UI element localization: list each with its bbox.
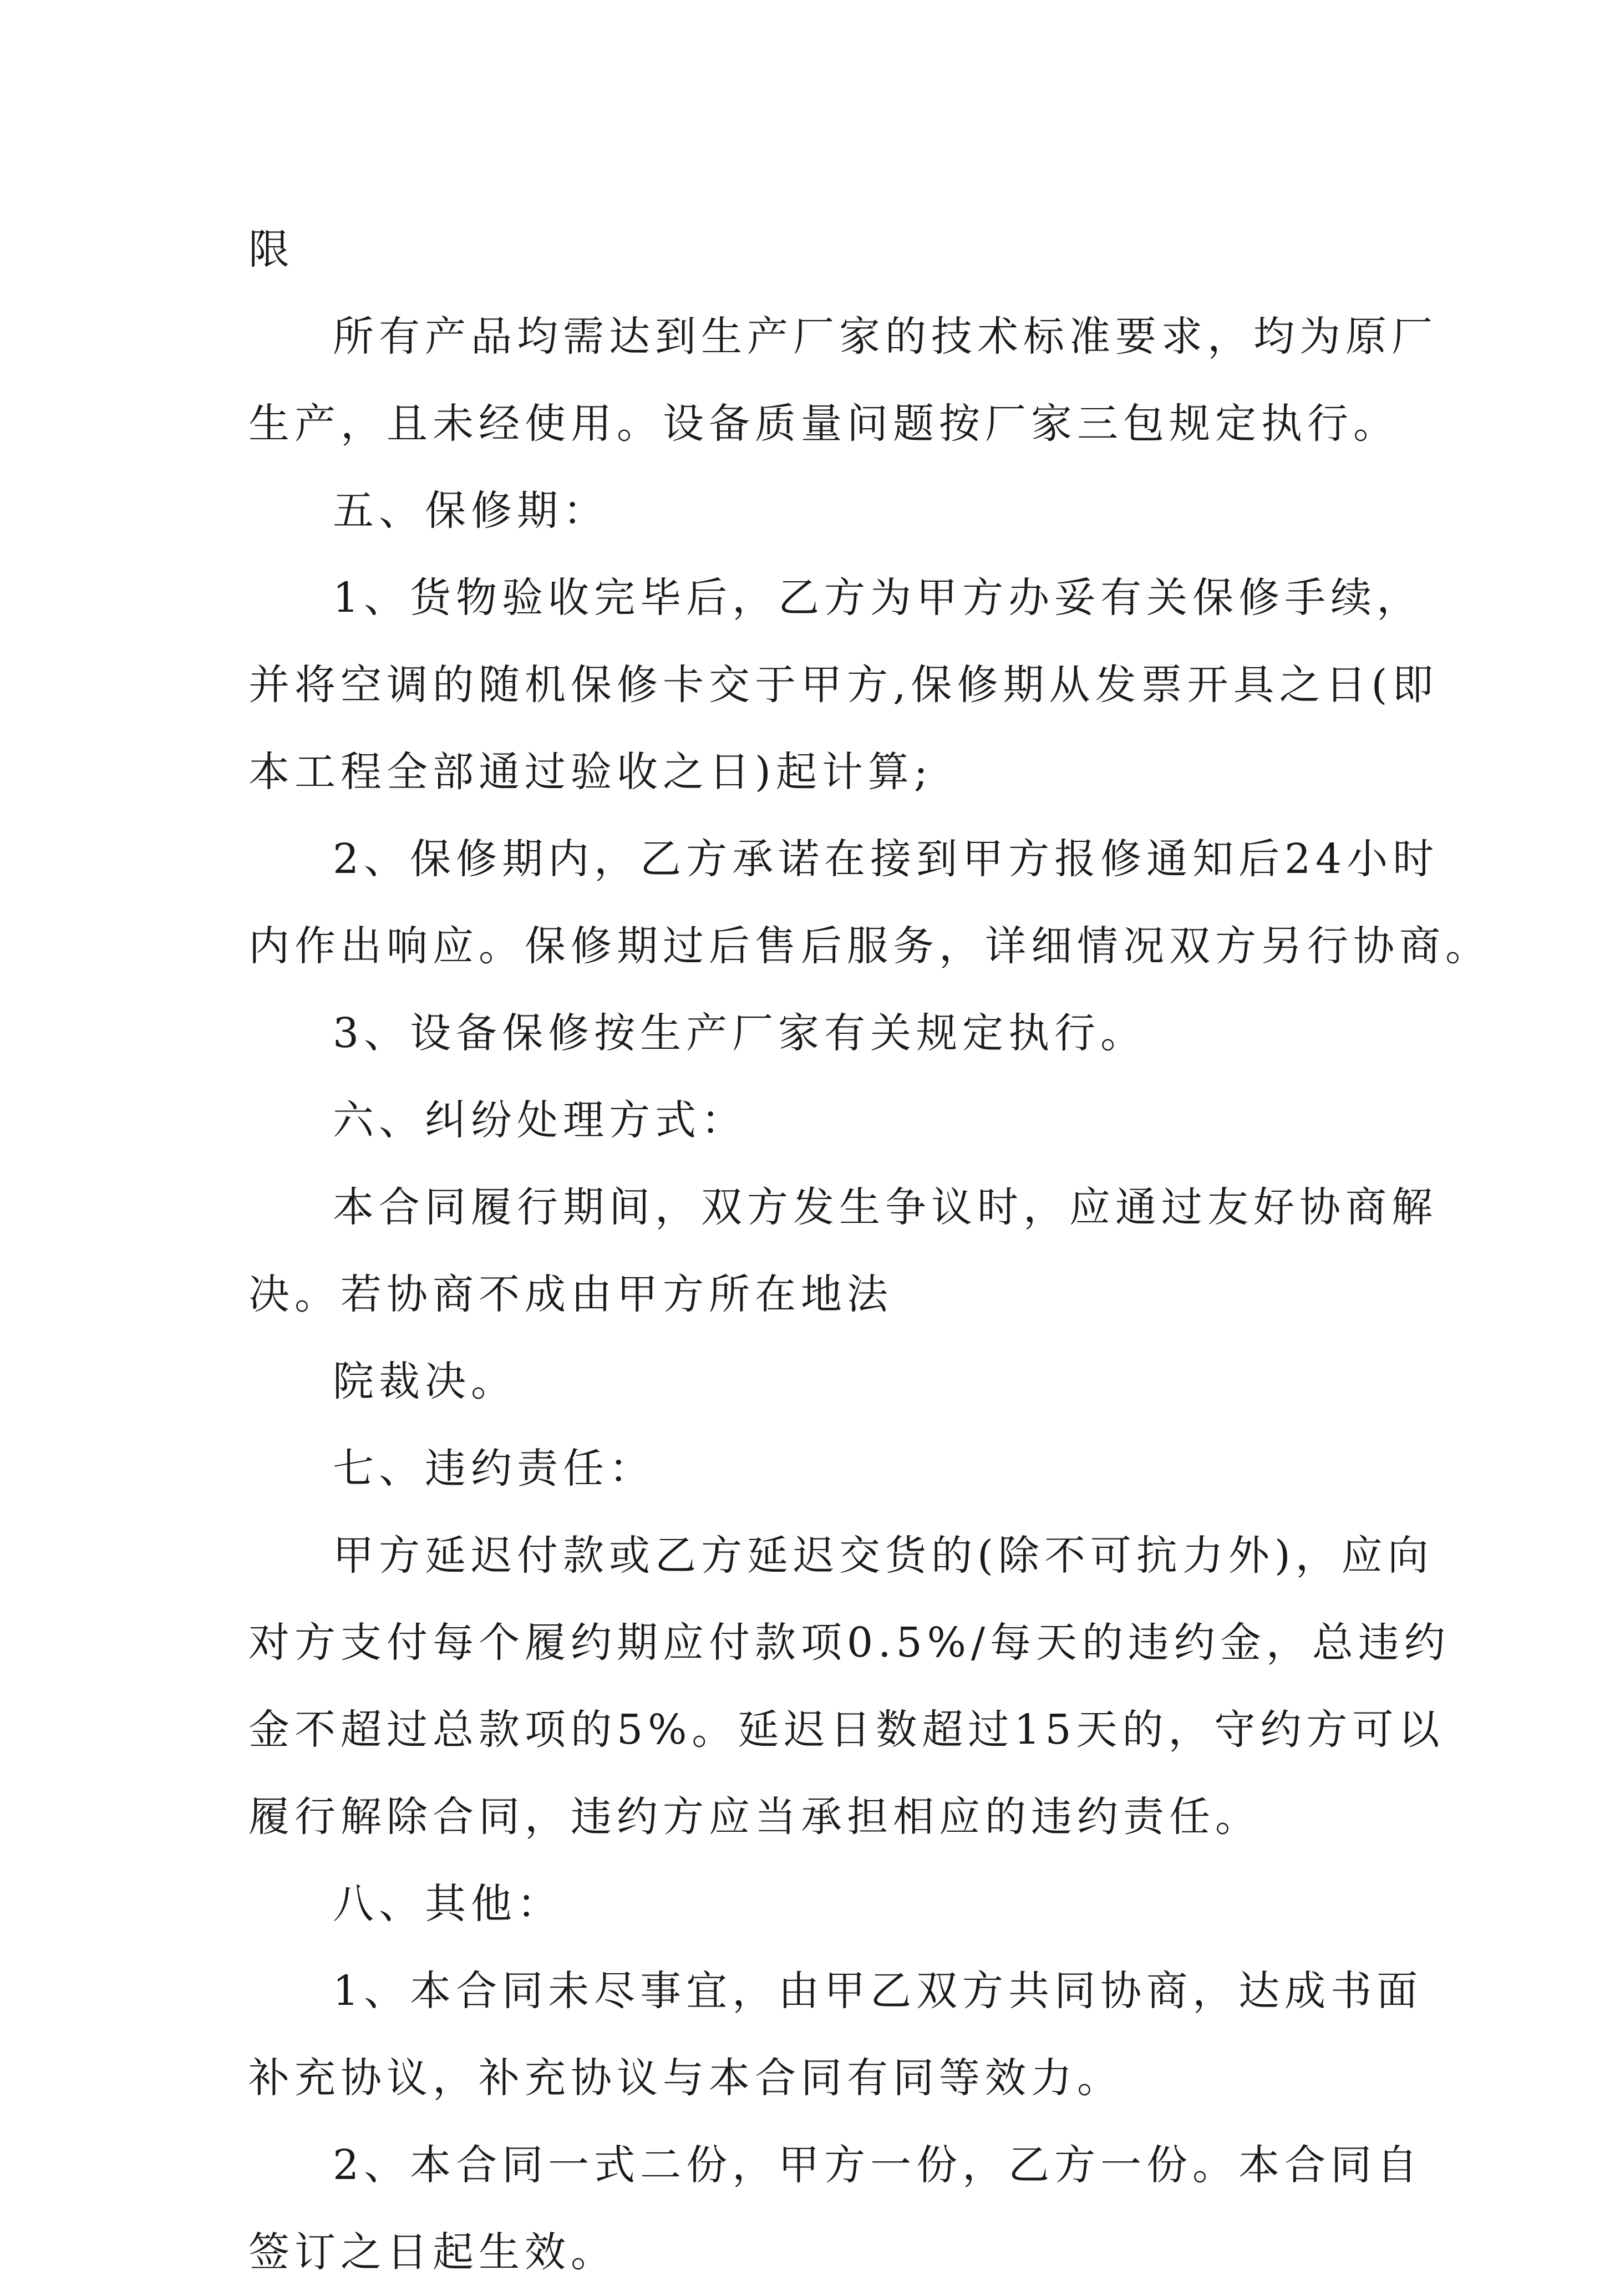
text-line: 本合同履行期间，双方发生争议时，应通过友好协商解: [333, 1183, 1438, 1231]
text-line: 本工程全部通过验收之日)起计算;: [248, 748, 933, 796]
text-line: 并将空调的随机保修卡交于甲方,保修期从发票开具之日(即: [248, 661, 1439, 709]
text-line: 履行解除合同，违约方应当承担相应的违约责任。: [248, 1793, 1261, 1841]
text-line: 2、本合同一式二份，甲方一份，乙方一份。本合同自: [333, 2141, 1423, 2189]
section-heading: 八、其他：: [333, 1880, 563, 1928]
document-body: [248, 206, 1491, 2296]
section-heading: 五、保修期：: [333, 487, 609, 535]
text-line: 院裁决。: [333, 1358, 517, 1405]
text-line: 补充协议，补充协议与本合同有同等效力。: [248, 2054, 1123, 2102]
text-line: 生产，且未经使用。设备质量问题按厂家三包规定执行。: [248, 400, 1399, 448]
text-line: 1、本合同未尽事宜，由甲乙双方共同协商，达成书面: [333, 1967, 1423, 2015]
text-line: 1、货物验收完毕后，乙方为甲方办妥有关保修手续，: [333, 574, 1423, 622]
text-line: 签订之日起生效。: [248, 2228, 617, 2276]
text-line: 决。若协商不成由甲方所在地法: [248, 1271, 893, 1318]
text-line: 3、设备保修按生产厂家有关规定执行。: [333, 1009, 1147, 1057]
section-heading: 六、纠纷处理方式：: [333, 1096, 747, 1144]
text-line: 甲方延迟付款或乙方延迟交货的(除不可抗力外)，应向: [333, 1532, 1434, 1579]
text-line: 限: [248, 226, 294, 273]
text-line: 2、保修期内，乙方承诺在接到甲方报修通知后24小时: [333, 835, 1439, 883]
text-line: 内作出响应。保修期过后售后服务，详细情况双方另行协商。: [248, 922, 1491, 970]
text-line: 对方支付每个履约期应付款项0.5%/每天的违约金，总违约: [248, 1619, 1450, 1667]
text-line: 所有产品均需达到生产厂家的技术标准要求，均为原厂: [333, 313, 1438, 360]
section-heading: 七、违约责任：: [333, 1445, 655, 1492]
text-line: 金不超过总款项的5%。延迟日数超过15天的，守约方可以: [248, 1706, 1445, 1754]
